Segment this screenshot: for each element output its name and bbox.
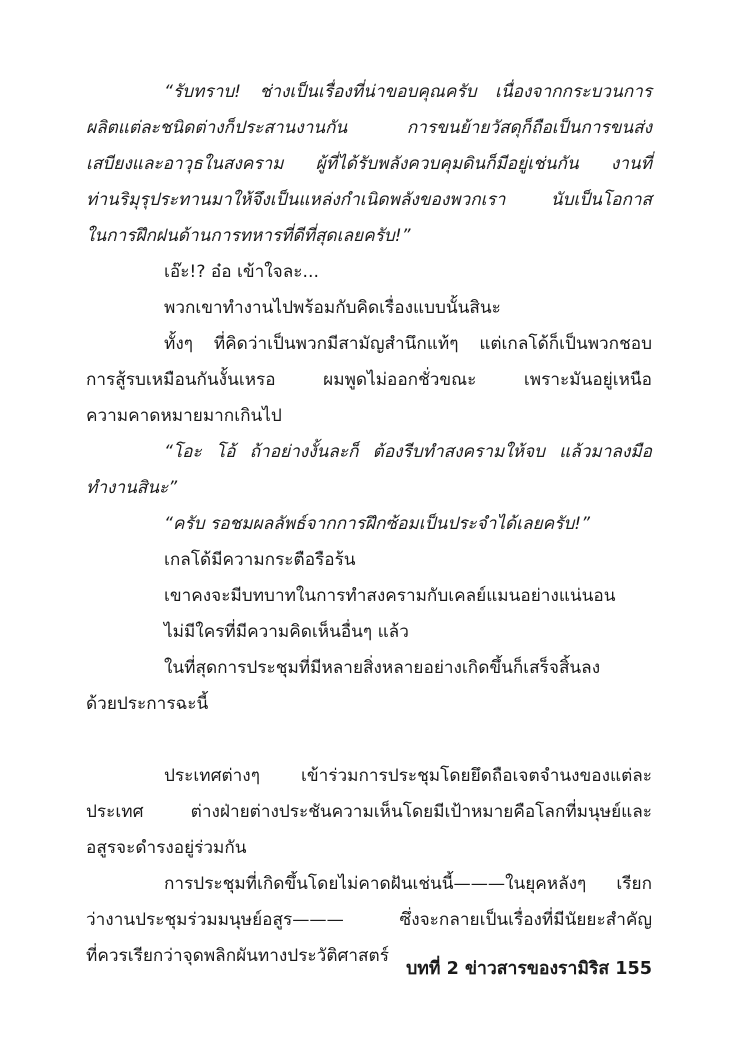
text-line: พวกเขาทำงานไปพร้อมกับคิดเรื่องแบบนั้นสินะ bbox=[164, 298, 501, 318]
text-line: ผลิตแต่ละชนิดต่างก็ประสานงานกัน การขนย้ายวัสดุก็ถือเป็นการขนส่ง bbox=[86, 118, 652, 138]
page-footer: บทที่ 2 ข่าวสารของรามิริส 155 bbox=[406, 959, 652, 979]
text-line: ท่านริมุรุประทานมาให้จึงเป็นแหล่งกำเนิดพลังของพวกเรา นับเป็นโอกาส bbox=[86, 190, 652, 210]
text-line: อสูรจะดำรงอยู่ร่วมกัน bbox=[86, 838, 247, 858]
text-line: เขาคงจะมีบทบาทในการทำสงครามกับเคลย์แมนอย่างแน่นอน bbox=[164, 586, 616, 606]
text-line: ด้วยประการฉะนี้ bbox=[86, 694, 209, 714]
text-line: ไม่มีใครที่มีความคิดเห็นอื่นๆ แล้ว bbox=[164, 622, 409, 642]
text-line: ประเทศต่างๆ เข้าร่วมการประชุมโดยยึดถือเจตจำนงของแต่ละ bbox=[164, 766, 652, 786]
text-line: ในที่สุดการประชุมที่มีหลายสิ่งหลายอย่างเกิดขึ้นก็เสร็จสิ้นลง bbox=[164, 658, 601, 678]
text-line: การสู้รบเหมือนกันงั้นเหรอ ผมพูดไม่ออกชั่วขณะ เพราะมันอยู่เหนือ bbox=[86, 370, 652, 390]
text-line: เสบียงและอาวุธในสงคราม ผู้ที่ได้รับพลังควบคุมดินก็มีอยู่เช่นกัน งานที่ bbox=[86, 154, 652, 174]
text-line: ในการฝึกฝนด้านการทหารที่ดีที่สุดเลยครับ!” bbox=[86, 226, 411, 246]
text-line: ความคาดหมายมากเกินไป bbox=[86, 406, 282, 426]
text-line: ทั้งๆ ที่คิดว่าเป็นพวกมีสามัญสำนึกแท้ๆ แต่เกลโด้ก็เป็นพวกชอบ bbox=[164, 334, 652, 354]
text-line: “รับทราบ! ช่างเป็นเรื่องที่น่าขอบคุณครับ เนื่องจากกระบวนการ bbox=[164, 82, 652, 102]
text-line: การประชุมที่เกิดขึ้นโดยไม่คาดฝันเช่นนี้———ในยุคหลังๆ เรียก bbox=[164, 874, 652, 894]
text-line: เอ๊ะ!? อ๋อ เข้าใจละ... bbox=[164, 262, 319, 282]
text-line: “โอะ โอ้ ถ้าอย่างงั้นละก็ ต้องรีบทำสงครามให้จบ แล้วมาลงมือ bbox=[164, 442, 652, 462]
text-line: เกลโด้มีความกระตือรือร้น bbox=[164, 550, 356, 570]
text-line: ประเทศ ต่างฝ่ายต่างประชันความเห็นโดยมีเป้าหมายคือโลกที่มนุษย์และ bbox=[86, 802, 652, 822]
text-line: “ครับ รอชมผลลัพธ์จากการฝึกซ้อมเป็นประจำได้เลยครับ!” bbox=[164, 514, 591, 534]
text-line: ว่างานประชุมร่วมมนุษย์อสูร——— ซึ่งจะกลายเป็นเรื่องที่มีนัยยะสำคัญ bbox=[86, 910, 652, 930]
text-line: ทำงานสินะ” bbox=[86, 478, 178, 498]
text-line: ที่ควรเรียกว่าจุดพลิกผันทางประวัติศาสตร์ bbox=[86, 946, 389, 966]
